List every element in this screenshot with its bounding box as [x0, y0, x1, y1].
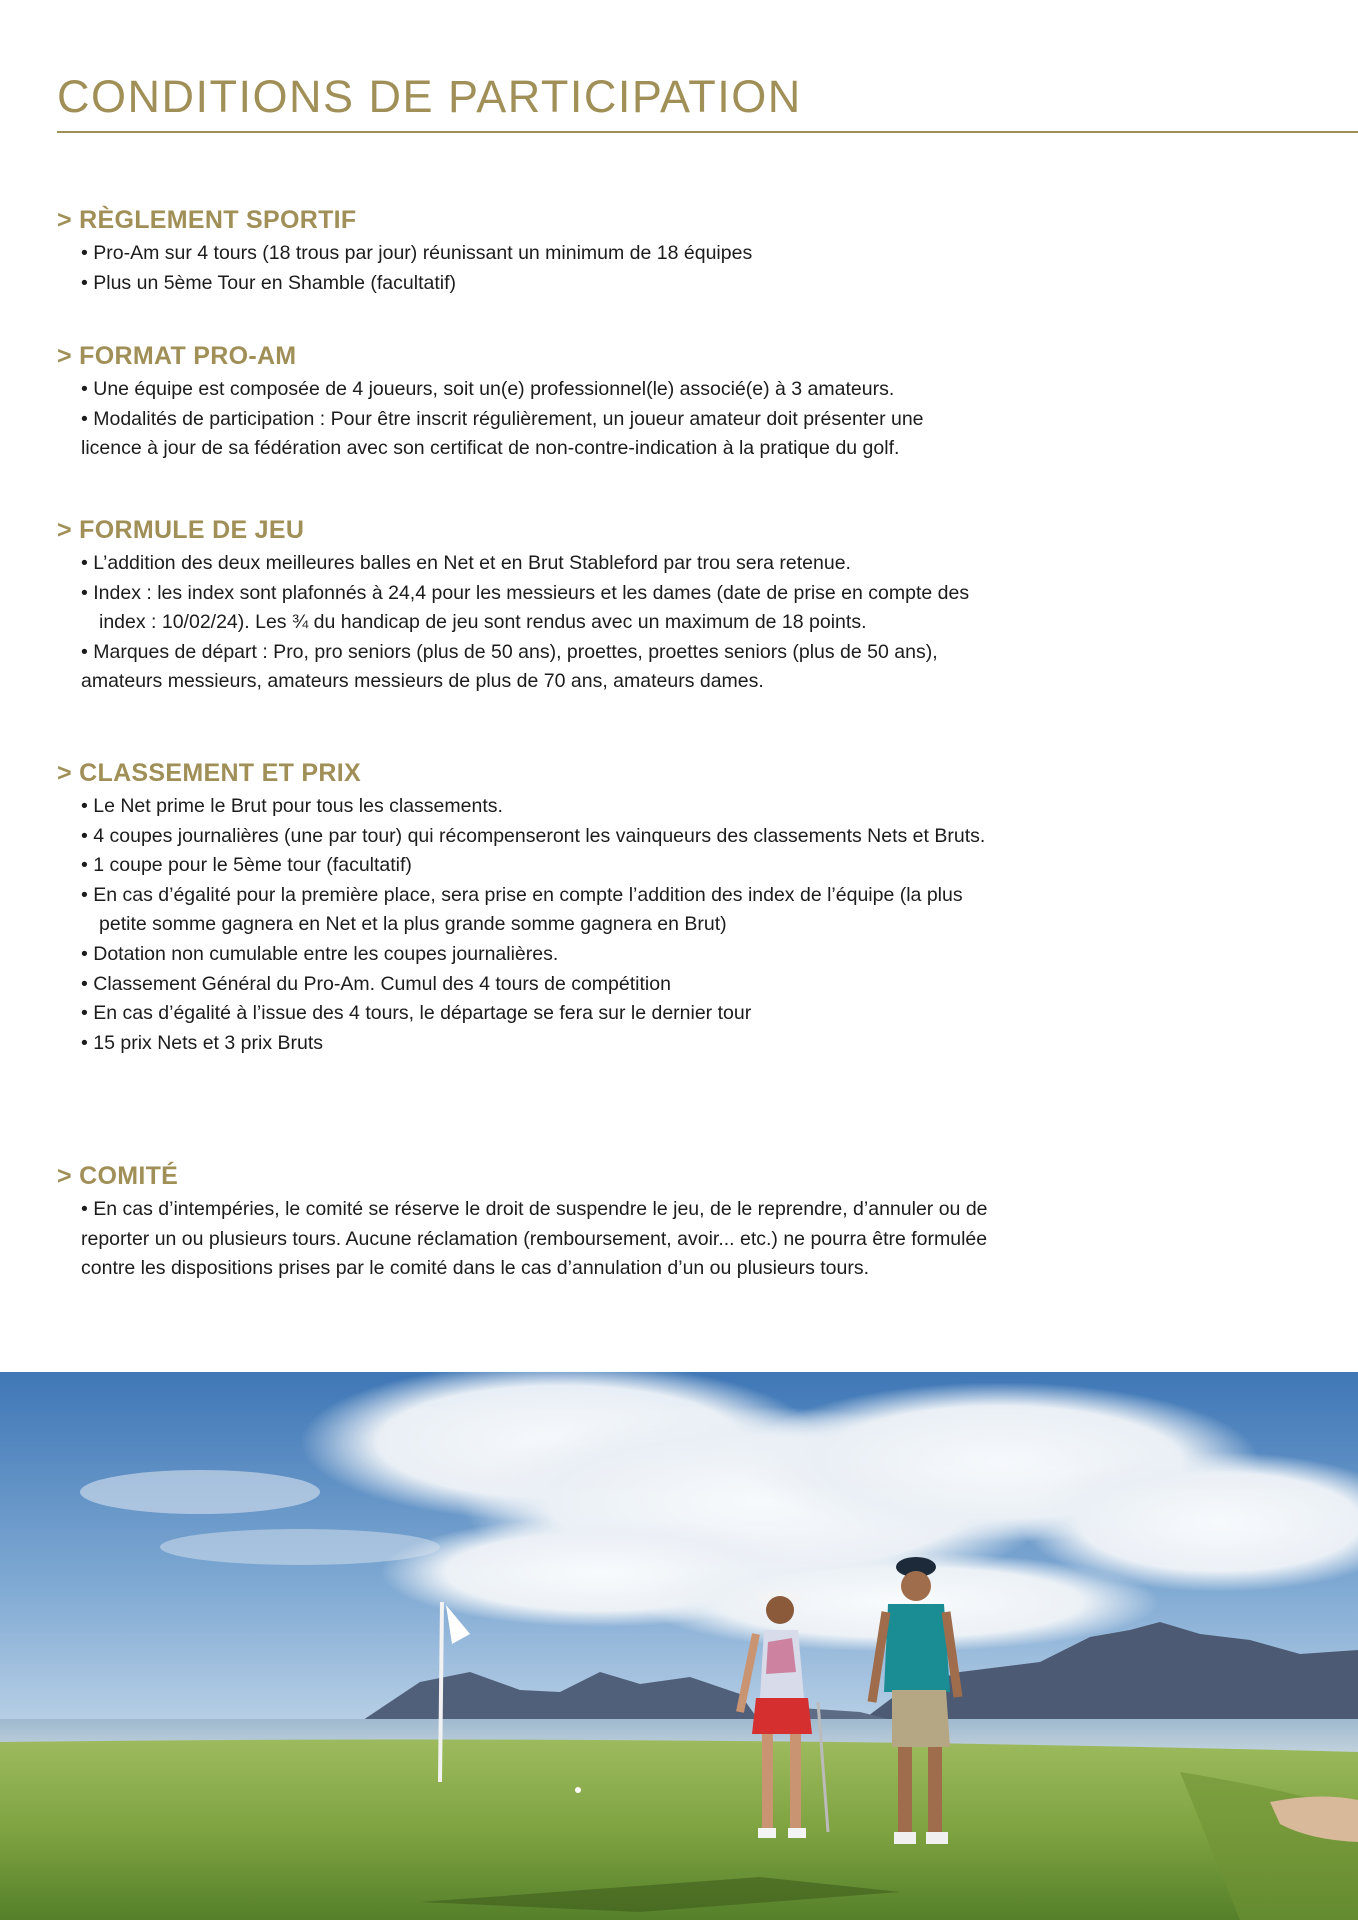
list-item: • Une équipe est composée de 4 joueurs, soit un(e) professionnel(le) associé(e) à 3 amateurs.	[81, 378, 895, 400]
section-classement-et-prix	[57, 758, 1257, 1058]
section-heading: > CLASSEMENT ET PRIX	[57, 759, 361, 787]
page-title: CONDITIONS DE PARTICIPATION	[57, 71, 802, 122]
section-format-pro-am	[57, 341, 1257, 464]
list-item: • Plus un 5ème Tour en Shamble (facultatif)	[81, 271, 456, 294]
list-item: • En cas d’intempéries, le comité se réserve le droit de suspendre le jeu, de le reprendre, d’annuler ou de	[81, 1198, 988, 1220]
list-item: • Index : les index sont plafonnés à 24,4 pour les messieurs et les dames (date de prise en compte des	[81, 581, 970, 604]
list-item: • Le Net prime le Brut pour tous les classements.	[81, 795, 503, 817]
list-item: index : 10/02/24). Les ¾ du handicap de jeu sont rendus avec un maximum de 18 points.	[99, 611, 867, 634]
list-item: licence à jour de sa fédération avec son certificat de non-contre-indication à la pratique du golf.	[81, 437, 900, 460]
section-heading: > FORMULE DE JEU	[57, 516, 305, 544]
list-item: • 15 prix Nets et 3 prix Bruts	[81, 1031, 323, 1054]
list-item: reporter un ou plusieurs tours. Aucune réclamation (remboursement, avoir... etc.) ne pourra être formulée	[81, 1227, 988, 1250]
list-item: • Classement Général du Pro-Am. Cumul des 4 tours de compétition	[81, 972, 671, 995]
section-list	[57, 792, 1257, 1058]
title-divider	[57, 131, 1358, 133]
list-item: contre les dispositions prises par le comité dans le cas d’annulation d’un ou plusieurs tours.	[81, 1257, 870, 1280]
list-item: petite somme gagnera en Net et la plus grande somme gagnera en Brut)	[99, 913, 727, 936]
list-item: • En cas d’égalité pour la première place, sera prise en compte l’addition des index de l’équipe (la plus	[81, 883, 963, 906]
list-item: • En cas d’égalité à l’issue des 4 tours, le départage se fera sur le dernier tour	[81, 1002, 752, 1025]
list-item: • 4 coupes journalières (une par tour) qui récompenseront les vainqueurs des classements Nets et Bruts.	[81, 824, 986, 847]
section-list	[57, 549, 1257, 697]
list-item: • Modalités de participation : Pour être inscrit régulièrement, un joueur amateur doit présenter une	[81, 407, 924, 430]
section-heading: > RÈGLEMENT SPORTIF	[57, 206, 357, 234]
list-item: • L’addition des deux meilleures balles en Net et en Brut Stableford par trou sera retenue.	[81, 552, 851, 574]
list-item: • Marques de départ : Pro, pro seniors (plus de 50 ans), proettes, proettes seniors (plus de 50 ans),	[81, 640, 938, 663]
list-item: • Pro-Am sur 4 tours (18 trous par jour) réunissant un minimum de 18 équipes	[81, 242, 753, 264]
section-heading: > FORMAT PRO-AM	[57, 342, 297, 370]
section-list	[57, 239, 1257, 298]
section-formule-de-jeu	[57, 515, 1257, 697]
section-heading: > COMITÉ	[57, 1162, 179, 1190]
list-item: amateurs messieurs, amateurs messieurs de plus de 70 ans, amateurs dames.	[81, 670, 764, 693]
section-list	[57, 1195, 1257, 1284]
list-item: • 1 coupe pour le 5ème tour (facultatif)	[81, 854, 412, 877]
list-item: • Dotation non cumulable entre les coupes journalières.	[81, 942, 559, 965]
golf-course-photo	[0, 1372, 1358, 1920]
section-reglement-sportif	[57, 205, 1257, 298]
section-comite	[57, 1161, 1257, 1284]
section-list	[57, 375, 1257, 464]
